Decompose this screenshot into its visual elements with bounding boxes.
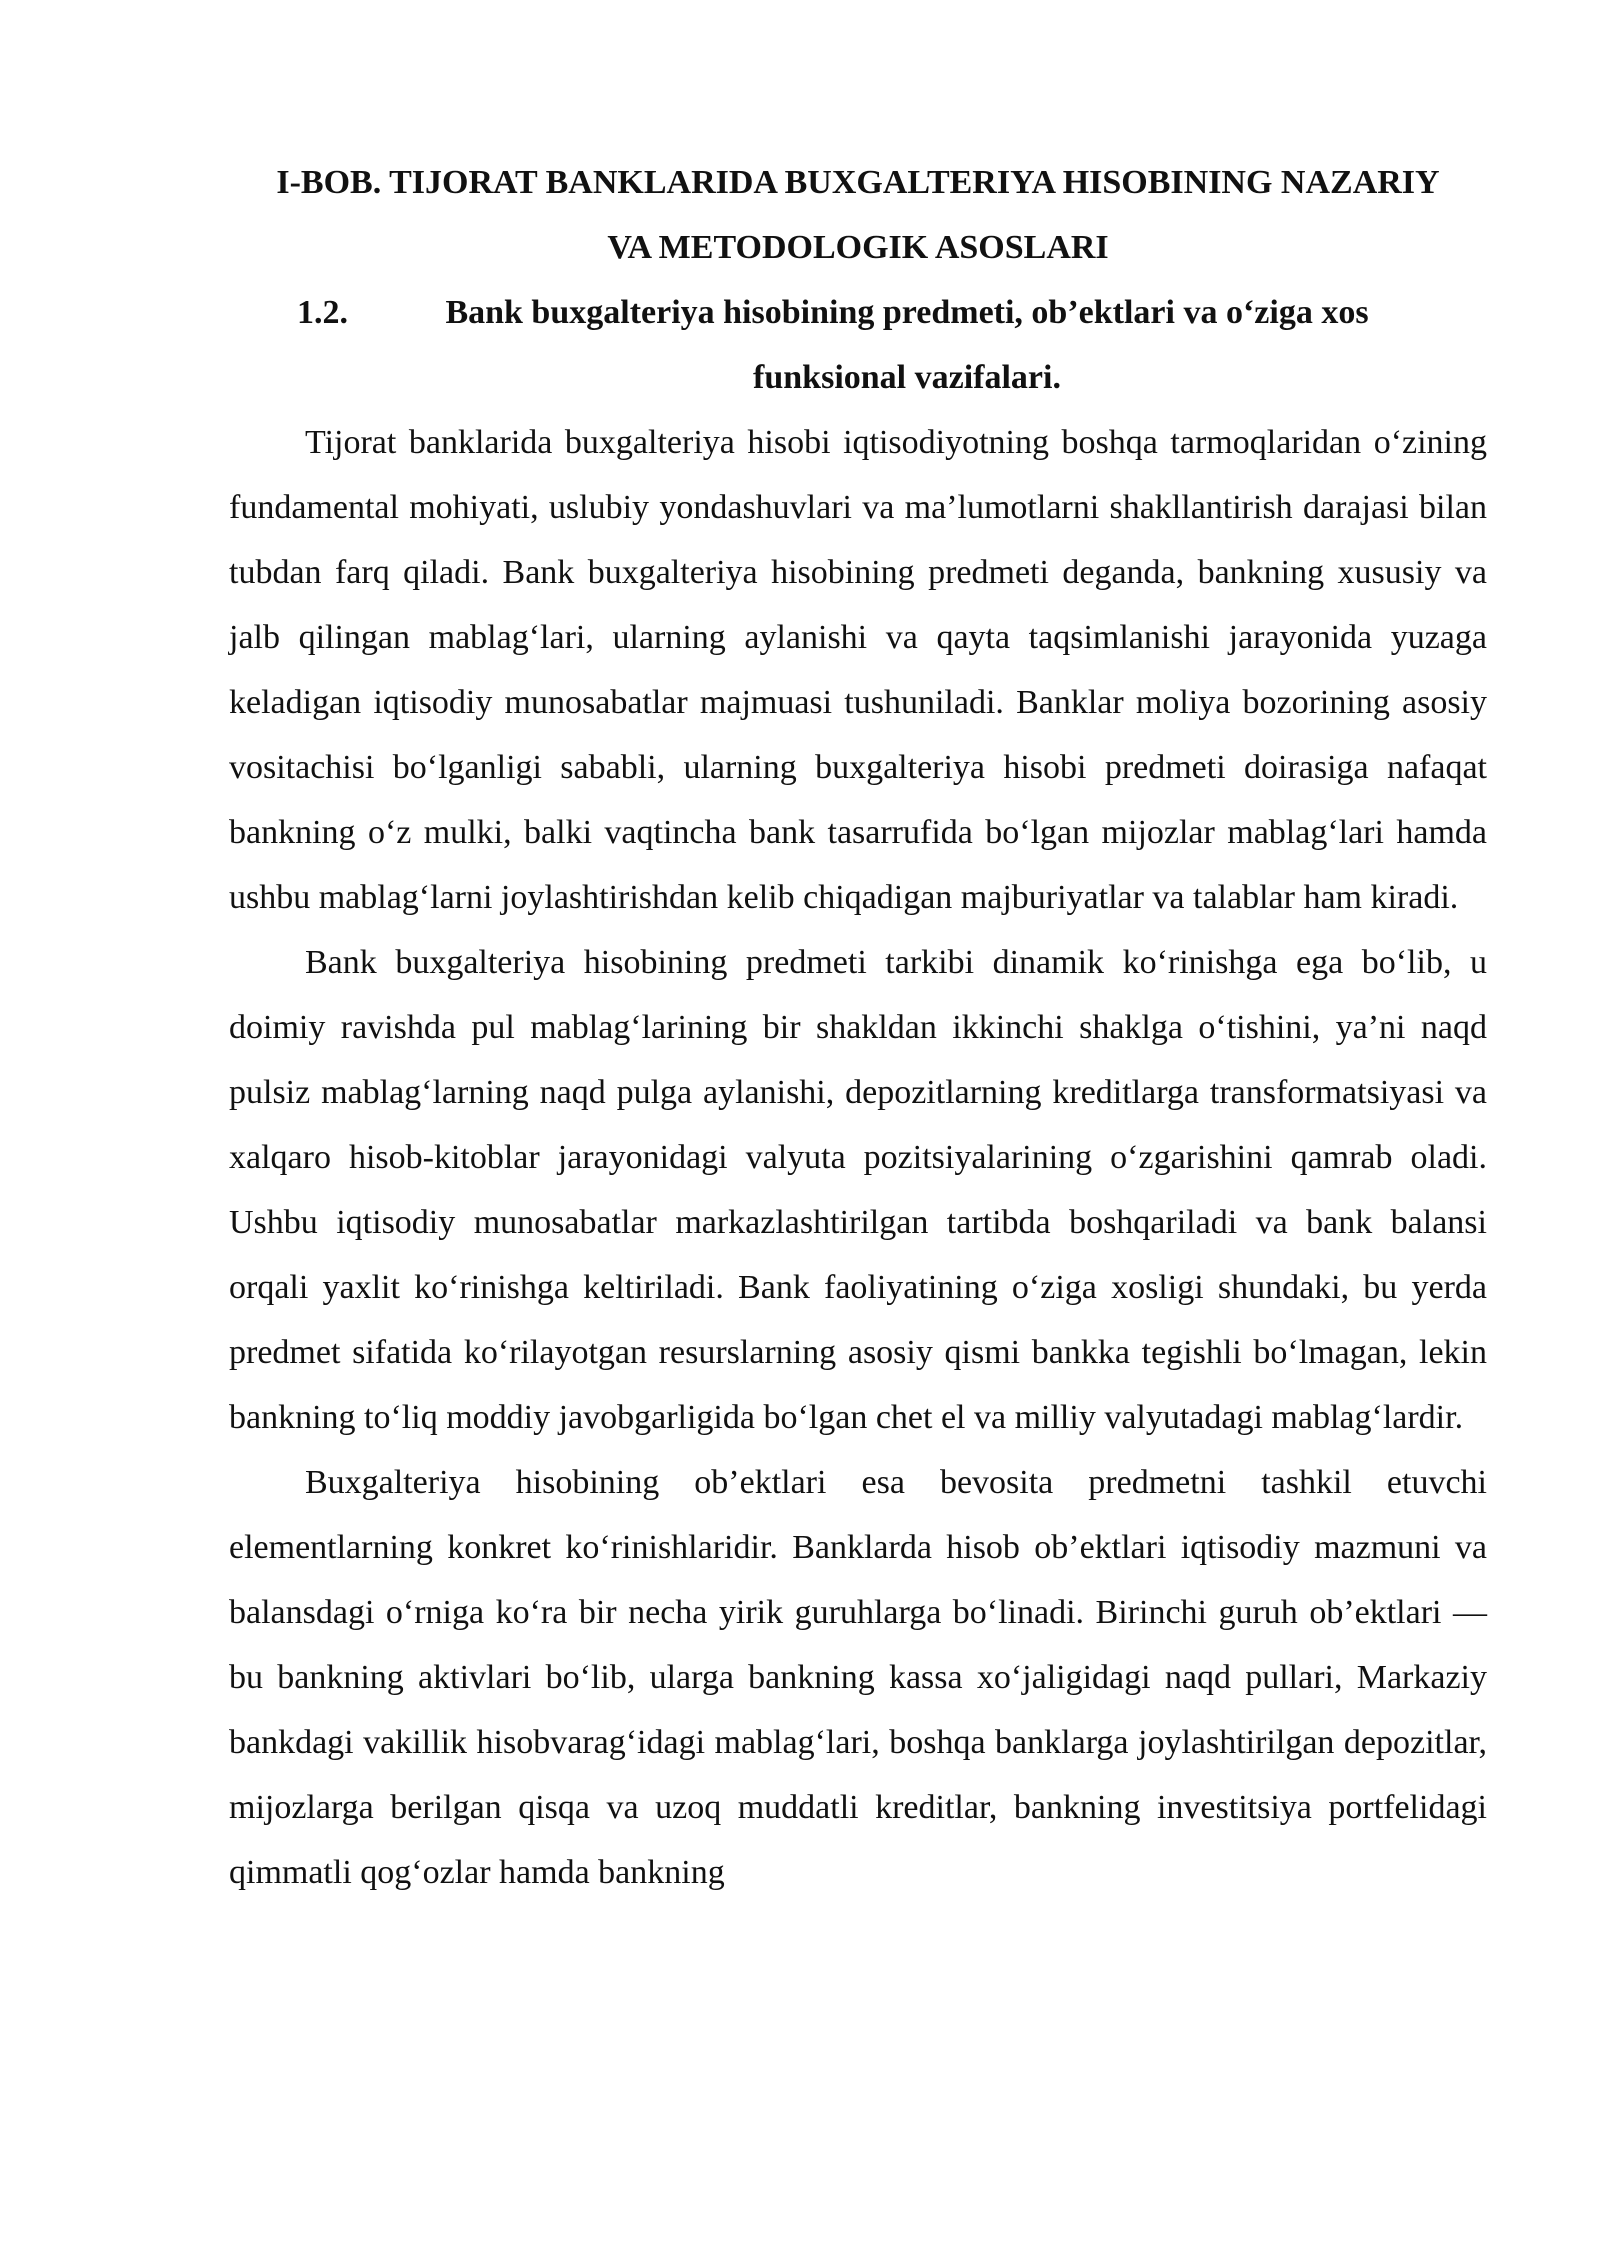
body-paragraph: Buxgalteriya hisobining ob’ektlari esa bevosita predmetni tashkil etuvchi elementlarning konkret ko‘rinishlaridir. Banklarda hisob ob’ektlari iqtisodiy mazmuni va balansdagi o‘rniga ko‘ra bir necha yirik guruhlarga bo‘linadi. Birinchi guruh ob’ektlari — bu bankning aktivlari bo‘lib, ularga bankning kassa xo‘jaligidagi naqd pullari, Markaziy bankdagi vakillik hisobvarag‘idagi mablag‘lari, boshqa banklarga joylashtirilgan depozitlar, mijozlarga berilgan qisqa va uzoq muddatli kreditlar, bankning investitsiya portfelidagi qimmatli qog‘ozlar hamda bankning [229,1464,1487,1891]
document-page [229,150,1487,1905]
body-paragraph: Tijorat banklarida buxgalteriya hisobi iqtisodiyotning boshqa tarmoqlaridan o‘zining fundamental mohiyati, uslubiy yondashuvlari va ma’lumotlarni shakllantirish darajasi bilan tubdan farq qiladi. Bank buxgalteriya hisobining predmeti deganda, bankning xususiy va jalb qilingan mablag‘lari, ularning aylanishi va qayta taqsimlanishi jarayonida yuzaga keladigan iqtisodiy munosabatlar majmuasi tushuniladi. Banklar moliya bozorining asosiy vositachisi bo‘lganligi sababli, ularning buxgalteriya hisobi predmeti doirasiga nafaqat bankning o‘z mulki, balki vaqtincha bank tasarrufida bo‘lgan mijozlar mablag‘lari hamda ushbu mablag‘larni joylashtirishdan kelib chiqadigan majburiyatlar va talablar ham kiradi. [229,424,1487,916]
chapter-title: I-BOB. TIJORAT BANKLARIDA BUXGALTERIYA HISOBINING NAZARIY VA METODOLOGIK ASOSLARI [276,164,1440,266]
section-heading [229,280,1487,410]
body-paragraph: Bank buxgalteriya hisobining predmeti tarkibi dinamik ko‘rinishga ega bo‘lib, u doimiy ravishda pul mablag‘larining bir shakldan ikkinchi shaklga o‘tishini, ya’ni naqd pulsiz mablag‘larning naqd pulga aylanishi, depozitlarning kreditlarga transformatsiyasi va xalqaro hisob-kitoblar jarayonidagi valyuta pozitsiyalarining o‘zgarishini qamrab oladi. Ushbu iqtisodiy munosabatlar markazlashtirilgan tartibda boshqariladi va bank balansi orqali yaxlit ko‘rinishga keltiriladi. Bank faoliyatining o‘ziga xosligi shundaki, bu yerda predmet sifatida ko‘rilayotgan resurslarning asosiy qismi bankka tegishli bo‘lmagan, lekin bankning to‘liq moddiy javobgarligida bo‘lgan chet el va milliy valyutadagi mablag‘lardir. [229,944,1487,1436]
section-number: 1.2. [297,294,348,331]
section-title: Bank buxgalteriya hisobining predmeti, ob’ektlari va o‘ziga xos funksional vazifalari. [445,294,1369,396]
